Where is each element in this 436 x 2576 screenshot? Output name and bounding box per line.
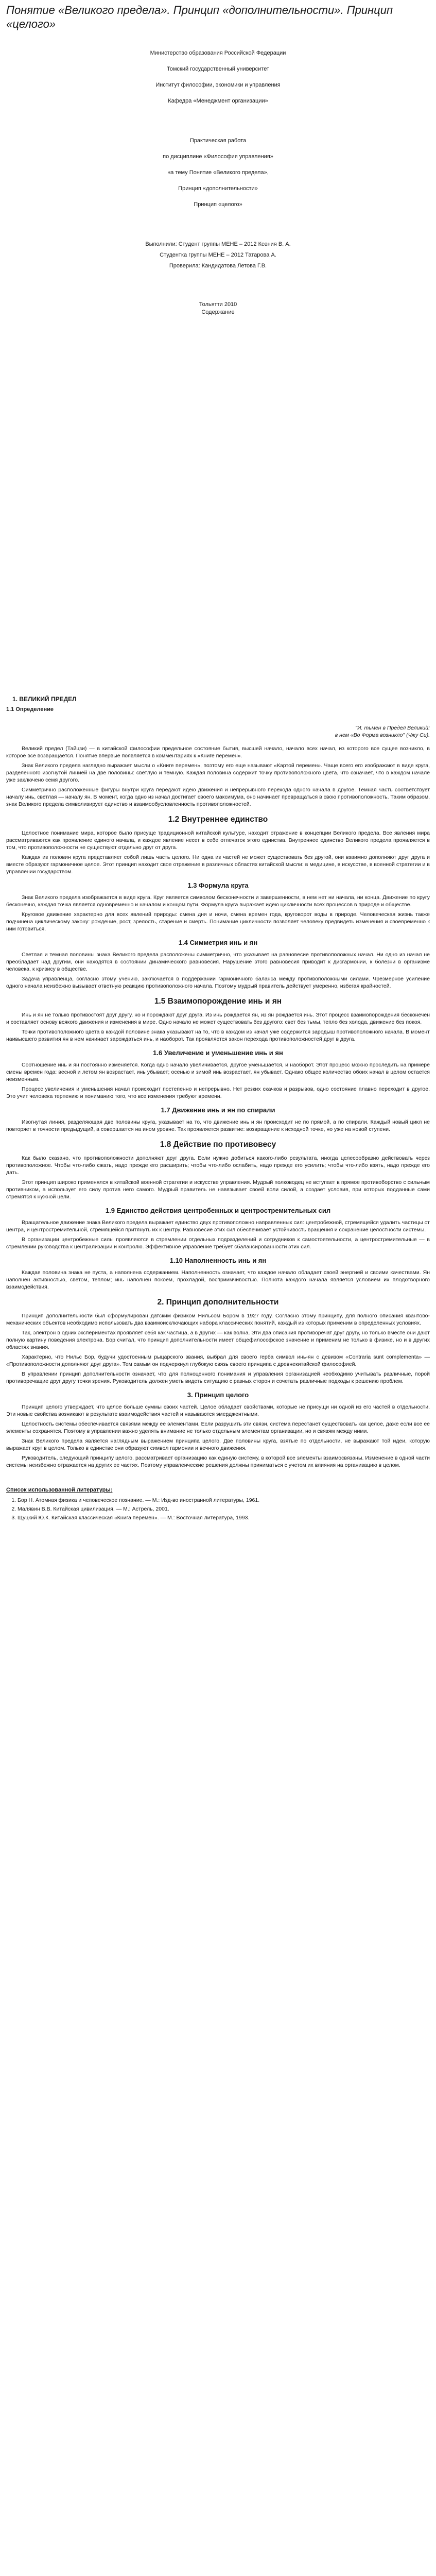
- body-paragraph: Светлая и темная половины знака Великого предела расположены симметрично, что указывает на равновесие противоположных начал. Ни одно из начал не преобладает над другим, они находятся в состоянии динамического равновесия. Нарушение этого равновесия приводит к дисгармонии, к болезни в организме человека, к кризису в обществе.: [6, 952, 430, 972]
- epigraph-line-1: "И. тьмен в Предел Великий:: [355, 725, 430, 731]
- section-heading: 1.10 Наполненность инь и ян: [169, 1257, 267, 1264]
- body-paragraph: В организации центробежные силы проявляются в стремлении отдельных подразделений и сотрудников к самостоятельности, а центростремительные — в стремлении руководства к централизации и контролю. Эффективное управление требует сбалансированности этих сил.: [6, 1236, 430, 1250]
- body-paragraph: Процесс увеличения и уменьшения начал происходит постепенно и непрерывно. Нет резких скачков и разрывов, одно состояние плавно переходит в другое. Это учит человека терпению и пониманию того, что все изменения требуют времени.: [6, 1086, 430, 1099]
- body-paragraph: Так, электрон в одних экспериментах проявляет себя как частица, а в других — как волна. Эти два описания противоречат друг другу, но только вместе они дают полную картину поведения электрона. Бор считал, что принцип дополнительности имеет общефилософское значение и применим не только в физике, но и в других областях знания.: [6, 1330, 430, 1350]
- body-paragraph: Руководитель, следующий принципу целого, рассматривает организацию как единую систему, в которой все элементы взаимосвязаны. Изменение в одной части системы неизбежно отражается на других ее частях. Поэтому управленческие решения должны приниматься с учетом их влияния на организацию в целом.: [6, 1455, 430, 1468]
- body-paragraph: Изогнутая линия, разделяющая две половины круга, указывает на то, что движение инь и ян происходит не по прямой, а по спирали. Каждый новый цикл не повторяет в точности предыдущий, а совершается на ином уровне. Так проявляется развитие: возвращение к исходной точке, но уже на новой ступени.: [6, 1119, 430, 1132]
- toc-blank-area: [6, 316, 430, 687]
- body-paragraph: Каждая из половин круга представляет собой лишь часть целого. Ни одна из частей не может существовать без другой, они взаимно дополняют друг друга и вместе образуют гармоничное целое. Этот принцип находит свое отражение в различных областях китайской мысли: в медицине, в искусстве, в военной стратегии и в управлении государством.: [6, 854, 430, 875]
- body-paragraph: Знак Великого предела наглядно выражает мысли о «Книге перемен», поэтому его еще называют «Картой перемен». Чаще всего его изображают в виде круга, разделенного изогнутой линией на две половины: светлую и темную. Каждая половина содержит точку противоположного цвета, что означает, что в каждом начале уже заключено семя другого.: [6, 762, 430, 783]
- epigraph-line-2: в нем «Во Форма возникло" (Чжу Си).: [335, 732, 430, 738]
- reference-item: 1. Бор Н. Атомная физика и человеческое познание. — М.: Изд-во иностранной литературы, 1961.: [18, 1497, 430, 1504]
- city-year: Тольятти 2010: [199, 301, 237, 308]
- section-heading: 1.5 Взаимопорождение инь и ян: [154, 997, 282, 1006]
- section-heading: 2. Принцип дополнительности: [157, 1298, 279, 1307]
- body-paragraph: Как было сказано, что противоположности дополняют друг друга. Если нужно добиться какого-либо результата, иногда целесообразно действовать через противоположное. Чтобы что-либо сжать, надо прежде его расширить; чтобы что-либо ослабить, надо прежде его усилить; чтобы что-либо взять, надо прежде его дать.: [6, 1155, 430, 1176]
- body-paragraph: Целостность системы обеспечивается связями между ее элементами. Если разрушить эти связи, система перестанет существовать как целое, даже если все ее элементы сохранятся. Поэтому в управлении важно уделять внимание не только отдельным элементам организации, но и связям между ними.: [6, 1421, 430, 1434]
- institute-line: Институт философии, экономики и управления: [155, 82, 281, 88]
- body-paragraph: Круговое движение характерно для всех явлений природы: смена дня и ночи, смена времен года, круговорот воды в природе. Человеческая жизнь также подчинена циклическому закону: рождение, рост, зрелость, старение и смерть. Понимание цикличности позволяет человеку предвидеть изменения и своевременно к ним готовиться.: [6, 911, 430, 932]
- reference-item: 3. Щуцкий Ю.К. Китайская классическая «Книга перемен». — М.: Восточная литература, 1993.: [18, 1514, 430, 1521]
- section-heading: 1.2 Внутреннее единство: [168, 815, 268, 824]
- body-paragraph: Точки противоположного цвета в каждой половине знака указывают на то, что в каждом из начал уже содержится зародыш противоположного начала. В момент наивысшего развития ян в нем начинает зарождаться инь, и наоборот. Так проявляется закон перехода противоположностей друг в друга.: [6, 1029, 430, 1042]
- body-paragraph: Этот принцип широко применялся в китайской военной стратегии и искусстве управления. Мудрый полководец не вступает в прямое противоборство с сильным противником, а использует его силу против него самого. Мудрый правитель не навязывает своей воли силой, а создает условия, при которых подданные сами стремятся к нужной цели.: [6, 1179, 430, 1200]
- section-heading: 1.4 Симметрия инь и ян: [178, 939, 258, 946]
- performed-by: Выполнили: Студент группы МЕНЕ – 2012 Ксения В. А.: [145, 241, 291, 247]
- body-paragraph: Соотношение инь и ян постоянно изменяется. Когда одно начало увеличивается, другое уменьшается, и наоборот. Этот процесс можно проследить на примере смены времен года: весной и летом ян возрастает, инь убывает; осенью и зимой инь возрастает, ян убывает. Однако общее количество обоих начал в целом остается неизменным.: [6, 1062, 430, 1082]
- body-paragraph: Великий предел (Тайцзи) — в китайской философии предельное состояние бытия, высшей начало, начало всех начал, из которого все сущее возникло, в которое все возвращается. Понятие впервые появляется в комментариях к «Книге перемен».: [6, 745, 430, 759]
- document-title: Понятие «Великого предела». Принцип «дополнительности». Принцип «целого»: [6, 4, 393, 30]
- epigraph: [6, 724, 430, 739]
- section-heading: 1.6 Увеличение и уменьшение инь и ян: [153, 1049, 283, 1057]
- body-paragraph: Инь и ян не только противостоят друг другу, но и порождают друг друга. Из инь рождается ян, из ян рождается инь. Этот процесс взаимопорождения бесконечен и составляет основу всякого движения и изменения в мире. Одно начало не может существовать без другого: свет без тьмы, тепло без холода, движение без покоя.: [6, 1012, 430, 1025]
- body-paragraph: Знак Великого предела является наглядным выражением принципа целого. Две половины круга, взятые по отдельности, не выражают той идеи, которую выражает круг в целом. Только в единстве они образуют символ гармонии и вечного движения.: [6, 1438, 430, 1451]
- department-line: Кафедра «Менеджмент организации»: [168, 98, 268, 104]
- section-heading: 1.3 Формула круга: [187, 882, 249, 889]
- topic-line: на тему Понятие «Великого предела»,: [167, 170, 269, 176]
- discipline-line: по дисциплине «Философия управления»: [163, 154, 273, 160]
- references-title: Список использованной литературы:: [6, 1487, 113, 1493]
- references-list: [6, 1497, 430, 1521]
- section-heading: 3. Принцип целого: [187, 1391, 249, 1399]
- body-paragraph: Задача управленца, согласно этому учению, заключается в поддержании гармоничного баланса между противоположными силами. Чрезмерное усиление одного начала неизбежно вызывает ответную реакцию противоположного начала. Поэтому мудрый правитель действует умеренно, избегая крайностей.: [6, 976, 430, 989]
- toc-title: Содержание: [201, 309, 235, 315]
- reference-item: 2. Малявин В.В. Китайская цивилизация. — М.: Астрель, 2001.: [18, 1505, 430, 1513]
- body-paragraph: В управлении принцип дополнительности означает, что для полноценного понимания и управления организацией необходимо учитывать различные, порой противоречащие друг другу точки зрения. Руководитель должен уметь видеть ситуацию с разных сторон и сочетать различные подходы к решению проблем.: [6, 1371, 430, 1384]
- university-line: Томский государственный университет: [166, 66, 270, 72]
- topic-line-2: Принцип «дополнительности»: [178, 185, 258, 192]
- chapter-title: 1. ВЕЛИКИЙ ПРЕДЕЛ: [12, 696, 77, 703]
- topic-line-3: Принцип «целого»: [194, 201, 242, 208]
- performed-by-2: Студентка группы МЕНЕ – 2012 Татарова А.: [160, 252, 276, 258]
- body-paragraph: Каждая половина знака не пуста, а наполнена содержанием. Наполненность означает, что каждое начало обладает своей энергией и своими качествами. Ян наполнен активностью, светом, теплом; инь наполнен покоем, прохладой, восприимчивостью. Полнота каждого начала является условием их плодотворного взаимодействия.: [6, 1269, 430, 1290]
- body-paragraph: Вращательное движение знака Великого предела выражает единство двух противоположно направленных сил: центробежной, стремящейся удалить частицы от центра, и центростремительной, стремящейся притянуть их к центру. Равновесие этих сил обеспечивает устойчивость вращения и сохранение целостности системы.: [6, 1219, 430, 1233]
- section-heading: 1.7 Движение инь и ян по спирали: [161, 1106, 275, 1114]
- body-paragraph: Принцип целого утверждает, что целое больше суммы своих частей. Целое обладает свойствами, которые не присущи ни одной из его частей в отдельности. Эти новые свойства возникают в результате взаимодействия частей и называются эмерджентными.: [6, 1404, 430, 1417]
- work-type: Практическая работа: [189, 138, 247, 144]
- body-paragraph: Характерно, что Нильс Бор, будучи удостоенным рыцарского звания, выбрал для своего герба символ инь-ян с девизом «Contraria sunt complementa» — «Противоположности дополняют друг друга». Тем самым он подчеркнул глубокую связь своего принципа с древнекитайской философией.: [6, 1354, 430, 1367]
- body-paragraph: Принцип дополнительности был сформулирован датским физиком Нильсом Бором в 1927 году. Согласно этому принципу, для полного описания квантово-механических объектов необходимо использовать два взаимоисключающих набора классических понятий, каждый из которых применим в определенных условиях.: [6, 1313, 430, 1326]
- section-heading: 1.8 Действие по противовесу: [160, 1140, 276, 1149]
- body-paragraph: Целостное понимание мира, которое было присуще традиционной китайской культуре, находит отражение в концепции Великого предела. Все явления мира рассматриваются как проявление единого начала, и каждое явление несет в себе отпечаток этого единства. Внутреннее единство Великого предела проявляется в том, что противоположности не существуют отдельно друг от друга.: [6, 830, 430, 851]
- body-paragraph: Знак Великого предела изображается в виде круга. Круг является символом бесконечности и завершенности, в нем нет ни начала, ни конца. Движение по кругу бесконечно, каждая точка является одновременно и началом и концом пути. Формула круга выражает идею цикличности всех процессов в природе и обществе.: [6, 894, 430, 908]
- chapter-subtitle: 1.1 Определение: [6, 706, 54, 713]
- ministry-line: Министерство образования Российской Федерации: [150, 50, 286, 56]
- checked-by: Проверила: Кандидатова Летова Г.В.: [169, 263, 267, 269]
- section-heading: 1.9 Единство действия центробежных и центростремительных сил: [105, 1207, 331, 1214]
- title-page: [6, 49, 430, 316]
- body-paragraph: Симметрично расположенные фигуры внутри круга передают идею движения и непрерывного перехода одного начала в другое. Темная часть соответствует началу инь, светлая — началу ян. В момент, когда одно из начал достигает своего максимума, оно начинает превращаться в свою противоположность. Таким образом, знак Великого предела символизирует единство и взаимообусловленность противоположностей.: [6, 787, 430, 807]
- document-body: [6, 745, 430, 1469]
